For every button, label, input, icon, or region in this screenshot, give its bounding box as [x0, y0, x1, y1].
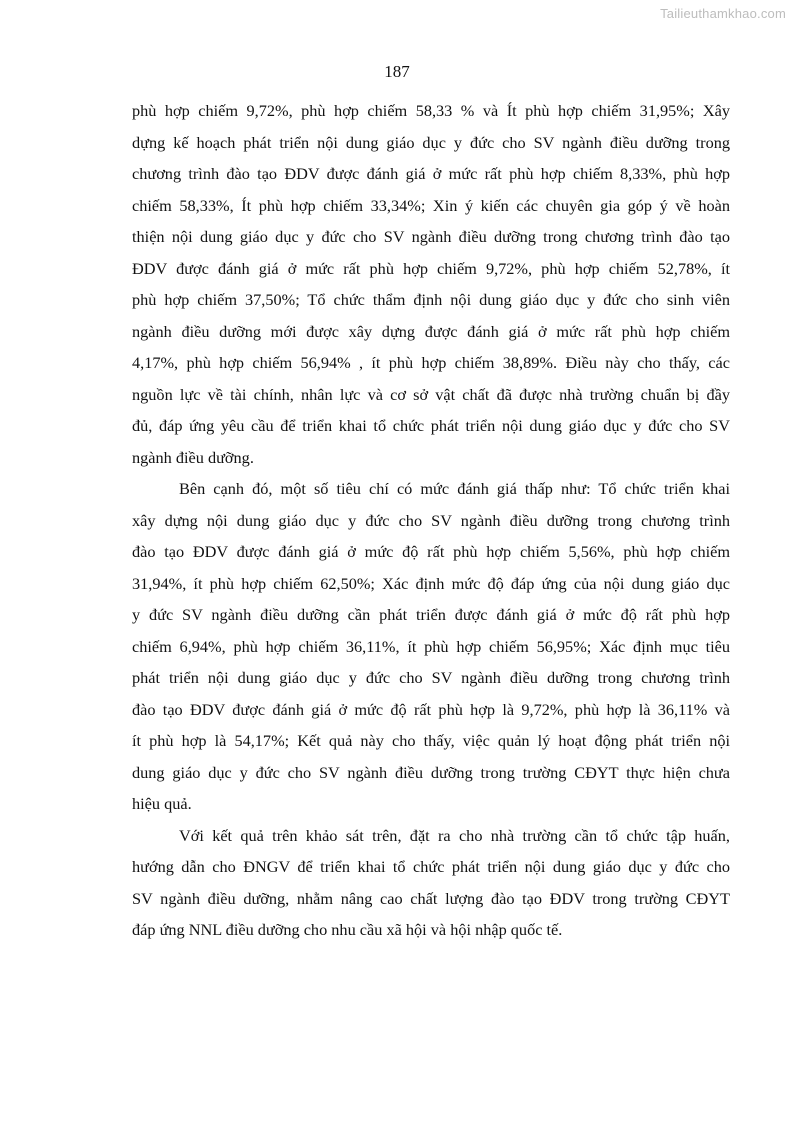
- text-line: Bên cạnh đó, một số tiêu chí có mức đánh giá thấp như: Tổ chức triển khai: [179, 479, 730, 498]
- text-line: thiện nội dung giáo dục y đức cho SV ngành điều dưỡng trong chương trình đào tạo: [132, 227, 730, 246]
- paragraph-3: [132, 820, 730, 946]
- text-line: phù hợp chiếm 37,50%; Tổ chức thẩm định nội dung giáo dục y đức cho sinh viên: [132, 290, 730, 309]
- text-line: đào tạo ĐDV được đánh giá ở mức độ rất phù hợp chiếm 5,56%, phù hợp chiếm: [132, 542, 730, 561]
- text-line: phát triển nội dung giáo dục y đức cho SV ngành điều dưỡng trong chương trình: [132, 668, 730, 687]
- text-line: 31,94%, ít phù hợp chiếm 62,50%; Xác định mức độ đáp ứng của nội dung giáo dục: [132, 573, 730, 593]
- text-line: đào tạo ĐDV được đánh giá ở mức độ rất phù hợp là 9,72%, phù hợp là 36,11% và: [132, 699, 730, 719]
- text-line: phù hợp chiếm 9,72%, phù hợp chiếm 58,33 % và Ít phù hợp chiếm 31,95%; Xây: [132, 101, 730, 120]
- text-line: chiếm 6,94%, phù hợp chiếm 36,11%, ít phù hợp chiếm 56,95%; Xác định mục tiêu: [132, 636, 730, 656]
- text-line: chương trình đào tạo ĐDV được đánh giá ở mức rất phù hợp chiếm 8,33%, phù hợp: [132, 164, 730, 183]
- text-line: đáp ứng NNL điều dưỡng cho nhu cầu xã hội và hội nhập quốc tế.: [132, 920, 563, 939]
- text-line: hướng dẫn cho ĐNGV để triển khai tổ chức phát triển nội dung giáo dục y đức cho: [132, 857, 730, 876]
- paragraph-2: [132, 473, 730, 820]
- watermark-text: Tailieuthamkhao.com: [660, 6, 786, 21]
- paragraph-1: [132, 95, 730, 473]
- text-line: Với kết quả trên khảo sát trên, đặt ra cho nhà trường cần tổ chức tập huấn,: [179, 825, 730, 845]
- text-line: ít phù hợp là 54,17%; Kết quả này cho thấy, việc quản lý hoạt động phát triển nội: [132, 731, 730, 750]
- text-line: 4,17%, phù hợp chiếm 56,94% , ít phù hợp chiếm 38,89%. Điều này cho thấy, các: [132, 353, 730, 372]
- text-line: dựng kế hoạch phát triển nội dung giáo dục y đức cho SV ngành điều dưỡng trong: [132, 132, 730, 152]
- text-line: xây dựng nội dung giáo dục y đức cho SV ngành điều dưỡng trong chương trình: [132, 510, 730, 530]
- text-line: ĐDV được đánh giá ở mức rất phù hợp chiếm 9,72%, phù hợp chiếm 52,78%, ít: [132, 258, 730, 278]
- text-line: ngành điều dưỡng.: [132, 447, 254, 467]
- text-line: dung giáo dục y đức cho SV ngành điều dưỡng trong trường CĐYT thực hiện chưa: [132, 762, 730, 782]
- text-line: nguồn lực về tài chính, nhân lực và cơ sở vật chất đã được nhà trường chuẩn bị đầy: [132, 384, 730, 404]
- page-number: 187: [384, 62, 410, 81]
- document-body: [132, 95, 730, 946]
- text-line: y đức SV ngành điều dưỡng cần phát triển được đánh giá ở mức độ rất phù hợp: [132, 605, 730, 624]
- text-line: ngành điều dưỡng mới được xây dựng được đánh giá ở mức rất phù hợp chiếm: [132, 321, 730, 341]
- text-line: đủ, đáp ứng yêu cầu để triển khai tổ chức phát triển nội dung giáo dục y đức cho SV: [132, 416, 730, 435]
- text-line: hiệu quả.: [132, 794, 192, 813]
- text-line: SV ngành điều dưỡng, nhằm nâng cao chất lượng đào tạo ĐDV trong trường CĐYT: [132, 888, 730, 908]
- text-line: chiếm 58,33%, Ít phù hợp chiếm 33,34%; Xin ý kiến các chuyên gia góp ý về hoàn: [132, 195, 730, 215]
